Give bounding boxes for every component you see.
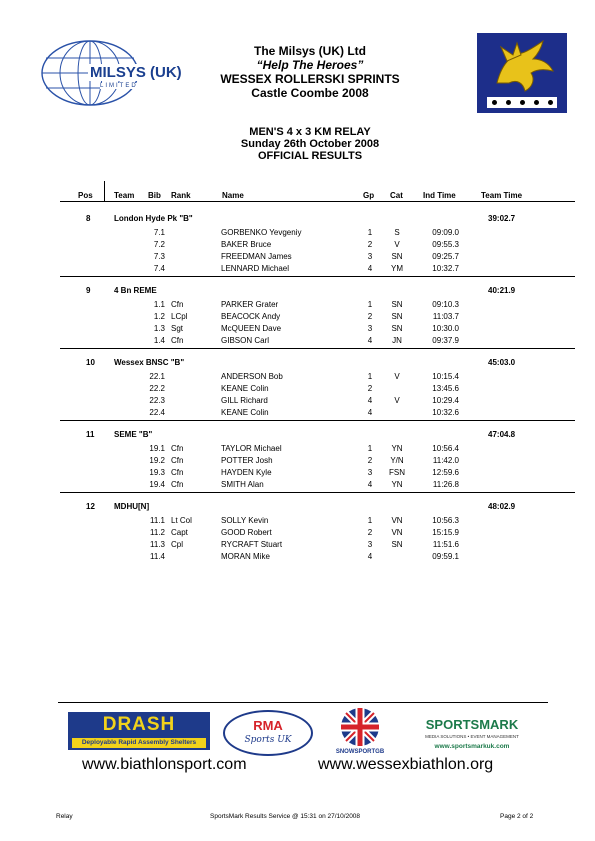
member-rank: Cfn — [171, 300, 184, 309]
member-bib: 1.3 — [153, 324, 165, 333]
member-row — [0, 480, 595, 492]
member-time: 09:37.9 — [432, 336, 459, 345]
team-pos: 10 — [86, 358, 95, 367]
col-team-time: Team Time — [481, 191, 523, 200]
team-separator — [60, 348, 575, 349]
member-row — [0, 240, 595, 252]
member-time: 10:32.6 — [432, 408, 459, 417]
drash-name: DRASH — [102, 714, 176, 735]
member-name: GORBENKO Yevgeniy — [221, 228, 302, 237]
col-cat: Cat — [390, 191, 403, 200]
footer-center: SportsMark Results Service @ 15:31 on 27/10/2008 — [210, 813, 361, 820]
member-name: GIBSON Carl — [221, 336, 270, 345]
team-time: 39:02.7 — [488, 214, 516, 223]
member-name: GILL Richard — [221, 396, 268, 405]
member-bib: 19.4 — [149, 480, 165, 489]
member-rank: Capt — [171, 528, 188, 537]
header-titles — [200, 44, 420, 100]
member-rank: Sgt — [171, 324, 184, 333]
member-group: 1 — [367, 444, 373, 453]
member-row — [0, 384, 595, 396]
team-time: 45:03.0 — [488, 358, 516, 367]
member-group: 3 — [367, 324, 373, 333]
member-row — [0, 396, 595, 408]
member-name: PARKER Grater — [221, 300, 279, 309]
team-pos: 8 — [86, 214, 91, 223]
member-name: SMITH Alan — [221, 480, 264, 489]
member-cat: JN — [392, 336, 402, 345]
team-name: London Hyde Pk "B" — [114, 214, 193, 223]
member-bib: 11.1 — [150, 516, 165, 525]
team-name: SEME "B" — [114, 430, 153, 439]
member-name: MORAN Mike — [221, 552, 270, 561]
org-name: The Milsys (UK) Ltd — [253, 44, 366, 58]
header-rule-vertical — [104, 181, 105, 201]
team-pos: 11 — [86, 430, 95, 439]
col-gp: Gp — [363, 191, 375, 200]
member-cat: SN — [391, 252, 403, 261]
member-rank: Cfn — [171, 336, 184, 345]
member-bib: 7.4 — [153, 264, 165, 273]
member-rank: Cfn — [171, 480, 184, 489]
milsys-logo-text: MILSYS (UK) — [90, 64, 182, 81]
member-bib: 19.2 — [149, 456, 165, 465]
team-pos: 12 — [86, 502, 95, 511]
member-cat: YN — [391, 480, 403, 489]
member-time: 09:09.0 — [432, 228, 459, 237]
member-bib: 22.4 — [149, 408, 165, 417]
member-time: 10:56.3 — [432, 516, 459, 525]
team-name: 4 Bn REME — [114, 286, 157, 295]
rma-logo — [223, 710, 313, 756]
member-row — [0, 336, 595, 348]
race-status: OFFICIAL RESULTS — [257, 150, 363, 162]
member-bib: 7.2 — [153, 240, 165, 249]
member-group: 3 — [367, 468, 373, 477]
member-name: RYCRAFT Stuart — [221, 540, 283, 549]
member-bib: 1.1 — [153, 300, 165, 309]
member-group: 4 — [367, 480, 373, 489]
snowsport-logo — [330, 707, 390, 759]
member-row — [0, 264, 595, 276]
member-time: 09:10.3 — [432, 300, 459, 309]
member-cat: SN — [391, 540, 403, 549]
wyvern-icon — [477, 33, 567, 97]
venue: Castle Coombe 2008 — [251, 86, 369, 100]
member-time: 10:29.4 — [432, 396, 459, 405]
col-ind-time: Ind Time — [423, 191, 456, 200]
member-cat: SN — [391, 324, 403, 333]
team-pos: 9 — [86, 286, 91, 295]
member-group: 2 — [367, 528, 373, 537]
member-time: 09:55.3 — [432, 240, 459, 249]
member-group: 2 — [367, 312, 373, 321]
member-bib: 11.2 — [150, 528, 165, 537]
team-time: 48:02.9 — [488, 502, 516, 511]
member-name: KEANE Colin — [221, 408, 269, 417]
member-cat: VN — [391, 528, 403, 537]
member-cat: V — [394, 240, 400, 249]
member-cat: YM — [391, 264, 403, 273]
member-rank: LCpl — [171, 312, 188, 321]
member-bib: 22.1 — [149, 372, 165, 381]
member-cat: V — [394, 396, 400, 405]
member-group: 4 — [367, 336, 373, 345]
member-group: 2 — [367, 240, 373, 249]
sportsmark-url: www.sportsmarkuk.com — [434, 743, 510, 750]
member-cat: V — [394, 372, 400, 381]
member-group: 2 — [367, 384, 373, 393]
member-name: POTTER Josh — [221, 456, 273, 465]
race-date: Sunday 26th October 2008 — [240, 138, 380, 150]
member-group: 2 — [367, 456, 373, 465]
member-name: BEACOCK Andy — [221, 312, 281, 321]
race-title: MEN'S 4 x 3 KM RELAY — [249, 126, 371, 138]
header-rule — [60, 201, 575, 202]
member-group: 1 — [367, 516, 373, 525]
member-row — [0, 540, 595, 552]
col-name: Name — [222, 191, 244, 200]
member-time: 13:45.6 — [432, 384, 459, 393]
member-group: 4 — [367, 408, 373, 417]
member-cat: S — [394, 228, 400, 237]
member-name: McQUEEN Dave — [221, 324, 282, 333]
member-time: 10:56.4 — [432, 444, 459, 453]
crest-logo — [477, 33, 567, 113]
team-separator — [60, 276, 575, 277]
member-name: GOOD Robert — [221, 528, 272, 537]
member-cat: FSN — [389, 468, 405, 477]
member-group: 1 — [367, 300, 373, 309]
url-wessexbiathlon[interactable]: www.wessexbiathlon.org — [318, 756, 494, 773]
member-row — [0, 516, 595, 528]
member-time: 11:51.6 — [432, 540, 459, 549]
col-team: Team — [114, 191, 135, 200]
race-heading — [200, 126, 420, 162]
member-time: 09:25.7 — [432, 252, 459, 261]
member-bib: 1.2 — [153, 312, 165, 321]
sportsmark-tagline: MEDIA SOLUTIONS • EVENT MANAGEMENT — [425, 734, 519, 739]
member-bib: 22.3 — [149, 396, 165, 405]
sportsmark-logo — [408, 713, 536, 753]
member-time: 11:42.0 — [432, 456, 459, 465]
member-row — [0, 468, 595, 480]
member-group: 4 — [367, 396, 373, 405]
member-rank: Cfn — [171, 444, 184, 453]
slogan: “Help The Heroes” — [256, 58, 364, 72]
member-name: ANDERSON Bob — [221, 372, 283, 381]
member-row — [0, 444, 595, 456]
member-group: 4 — [367, 264, 373, 273]
member-time: 12:59.6 — [432, 468, 459, 477]
milsys-logo — [40, 38, 205, 108]
drash-logo — [68, 712, 210, 750]
member-bib: 19.1 — [149, 444, 165, 453]
member-row — [0, 552, 595, 564]
union-flag-icon — [340, 707, 380, 747]
team-separator — [60, 420, 575, 421]
member-row — [0, 252, 595, 264]
col-bib: Bib — [148, 191, 161, 200]
member-row — [0, 228, 595, 240]
member-name: BAKER Bruce — [221, 240, 272, 249]
member-time: 10:15.4 — [432, 372, 459, 381]
member-row — [0, 372, 595, 384]
member-rank: Cpl — [171, 540, 184, 549]
url-biathlonsport[interactable]: www.biathlonsport.com — [82, 756, 247, 773]
team-separator — [60, 492, 575, 493]
member-name: SOLLY Kevin — [221, 516, 269, 525]
member-cat: VN — [391, 516, 403, 525]
rma-name: RMA — [253, 718, 283, 733]
member-bib: 7.1 — [153, 228, 165, 237]
member-group: 1 — [367, 372, 373, 381]
rma-tagline: Sports UK — [244, 735, 292, 745]
member-time: 09:59.1 — [432, 552, 459, 561]
member-rank: Cfn — [171, 456, 184, 465]
member-row — [0, 324, 595, 336]
member-time: 10:30.0 — [432, 324, 459, 333]
crest-dots — [487, 97, 557, 108]
member-rank: Lt Col — [171, 516, 192, 525]
sportsmark-name: SPORTSMARK — [425, 717, 519, 732]
member-time: 15:15.9 — [432, 528, 459, 537]
event-title: WESSEX ROLLERSKI SPRINTS — [220, 72, 400, 86]
member-group: 3 — [367, 540, 373, 549]
footer-right: Page 2 of 2 — [500, 813, 534, 820]
col-rank: Rank — [171, 191, 191, 200]
member-bib: 11.3 — [150, 540, 165, 549]
milsys-logo-subtext: LIMITED — [100, 83, 138, 89]
footer-left: Relay — [56, 813, 73, 820]
col-pos: Pos — [78, 191, 93, 200]
member-time: 11:03.7 — [432, 312, 459, 321]
member-cat: YN — [391, 444, 403, 453]
member-row — [0, 312, 595, 324]
member-group: 1 — [367, 228, 373, 237]
member-rank: Cfn — [171, 468, 184, 477]
member-group: 3 — [367, 252, 373, 261]
member-row — [0, 528, 595, 540]
drash-tagline: Deployable Rapid Assembly Shelters — [72, 738, 206, 748]
member-cat: SN — [391, 312, 403, 321]
member-row — [0, 456, 595, 468]
member-time: 11:26.8 — [432, 480, 459, 489]
member-cat: SN — [391, 300, 403, 309]
team-name: MDHU[N] — [114, 502, 150, 511]
member-bib: 22.2 — [149, 384, 165, 393]
sponsor-rule — [58, 702, 548, 703]
team-time: 47:04.8 — [488, 430, 516, 439]
snowsport-name: SNOWSPORTGB — [335, 749, 385, 755]
member-bib: 11.4 — [150, 552, 165, 561]
member-bib: 19.3 — [149, 468, 165, 477]
member-bib: 7.3 — [153, 252, 165, 261]
team-time: 40:21.9 — [488, 286, 516, 295]
member-name: LENNARD Michael — [221, 264, 290, 273]
member-time: 10:32.7 — [432, 264, 459, 273]
member-group: 4 — [367, 552, 373, 561]
member-cat: Y/N — [390, 456, 404, 465]
team-name: Wessex BNSC "B" — [114, 358, 185, 367]
member-row — [0, 300, 595, 312]
member-name: FREEDMAN James — [221, 252, 292, 261]
member-row — [0, 408, 595, 420]
member-name: TAYLOR Michael — [221, 444, 282, 453]
member-bib: 1.4 — [153, 336, 165, 345]
member-name: HAYDEN Kyle — [221, 468, 272, 477]
member-name: KEANE Colin — [221, 384, 269, 393]
